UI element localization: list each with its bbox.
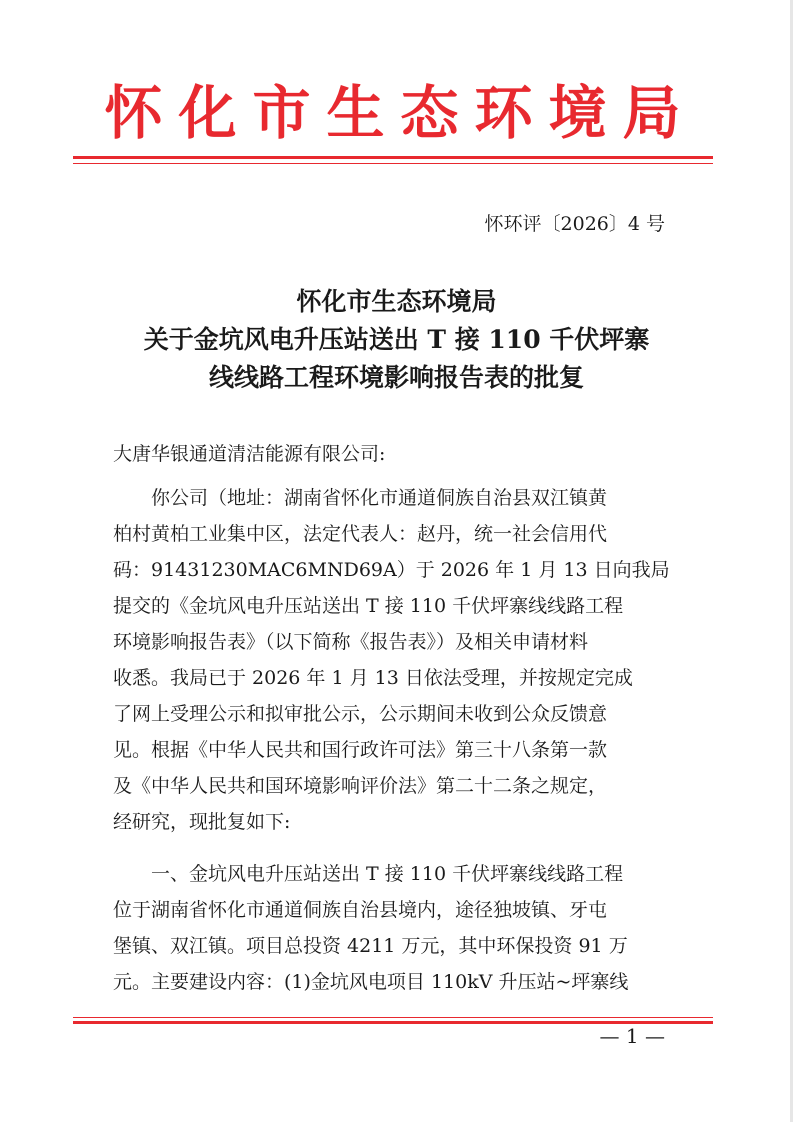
letterhead-red-rule-thick [73, 156, 713, 159]
body-line: 你公司（地址：湖南省怀化市通道侗族自治县双江镇黄 [113, 487, 608, 509]
body-line: 见。根据《中华人民共和国行政许可法》第三十八条第一款 [113, 739, 608, 761]
page-number: — 1 — [599, 1024, 665, 1048]
body-line: 元。主要建设内容：(1)金坑风电项目 110kV 升压站~坪寨线 [113, 971, 629, 993]
body-line: 提交的《金坑风电升压站送出 T 接 110 千伏坪寨线线路工程 [113, 595, 624, 617]
body-line: 经研究，现批复如下: [113, 811, 291, 833]
footer-red-rule-thin [73, 1017, 713, 1018]
body-paragraph-2 [113, 856, 683, 1000]
body-line: 及《中华人民共和国环境影响评价法》第二十二条之规定， [113, 775, 608, 797]
document-title-line: 线线路工程环境影响报告表的批复 [208, 363, 584, 392]
body-line: 柏村黄柏工业集中区，法定代表人：赵丹，统一社会信用代 [113, 523, 608, 545]
addressee: 大唐华银通道清洁能源有限公司: [113, 443, 386, 465]
body-line: 位于湖南省怀化市通道侗族自治县境内，途径独坡镇、牙屯 [113, 899, 608, 921]
letterhead-red-rule-thin [73, 163, 713, 164]
body-line: 一、金坑风电升压站送出 T 接 110 千伏坪寨线线路工程 [113, 863, 624, 885]
document-number: 怀环评〔2026〕4 号 [484, 213, 665, 235]
body-line: 环境影响报告表》（以下简称《报告表》）及相关申请材料 [113, 631, 589, 653]
agency-letterhead-title: 怀化市生态环境局 [104, 79, 697, 147]
document-title [0, 283, 793, 397]
body-line: 码：91431230MAC6MND69A）于 2026 年 1 月 13 日向我局 [113, 559, 670, 581]
document-title-line: 关于金坑风电升压站送出 T 接 110 千伏坪寨 [143, 325, 650, 354]
body-line: 了网上受理公示和拟审批公示，公示期间未收到公众反馈意 [113, 703, 608, 725]
document-title-line: 怀化市生态环境局 [296, 287, 497, 316]
body-line: 收悉。我局已于 2026 年 1 月 13 日依法受理，并按规定完成 [113, 667, 633, 689]
body-line: 堡镇、双江镇。项目总投资 4211 万元，其中环保投资 91 万 [113, 935, 628, 957]
body-paragraph-1 [113, 480, 683, 840]
